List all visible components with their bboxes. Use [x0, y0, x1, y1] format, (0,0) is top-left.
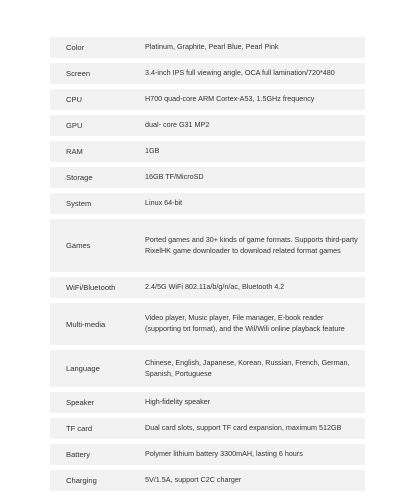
- spec-label: Screen: [66, 69, 91, 78]
- spec-label: Speaker: [66, 398, 95, 407]
- spec-label: GPU: [66, 121, 83, 130]
- spec-row-screen: [50, 63, 365, 84]
- spec-row-ram: [50, 141, 365, 162]
- spec-row-system: [50, 193, 365, 214]
- spec-row-multi-media: [50, 303, 365, 345]
- spec-row-speaker: [50, 392, 365, 413]
- spec-value: 3.4-inch IPS full viewing angle, OCA full lamination/720*480: [145, 68, 335, 78]
- spec-value: 2.4/5G WiFi 802.11a/b/g/n/ac, Bluetooth 4.2: [145, 282, 285, 292]
- spec-value: Dual card slots, support TF card expansion, maximum 512GB: [145, 423, 342, 433]
- spec-row-wifi-bluetooth: [50, 277, 365, 298]
- spec-row-gpu: [50, 115, 365, 136]
- spec-value: 5V/1.5A, support C2C charger: [145, 475, 242, 485]
- spec-row-charging: [50, 470, 365, 491]
- spec-row-tf-card: [50, 418, 365, 439]
- spec-value: Polymer lithium battery 3300mAH, lasting 6 hours: [145, 449, 303, 459]
- spec-label: Charging: [66, 476, 97, 485]
- spec-label: Battery: [66, 450, 91, 459]
- spec-label: Storage: [66, 173, 93, 182]
- spec-value: 1GB: [145, 146, 160, 156]
- spec-value: 16GB TF/MicroSD: [145, 172, 204, 182]
- spec-row-battery: [50, 444, 365, 465]
- spec-value: H700 quad-core ARM Cortex-A53, 1.5GHz frequency: [145, 94, 315, 104]
- spec-label: Multi-media: [66, 319, 106, 329]
- spec-table: [50, 37, 365, 496]
- spec-label: CPU: [66, 95, 83, 104]
- spec-label: Language: [66, 364, 100, 373]
- spec-label: Games: [66, 241, 91, 250]
- spec-label: Color: [66, 43, 85, 52]
- spec-label: System: [66, 199, 92, 208]
- spec-value: dual- core G31 MP2: [145, 120, 210, 130]
- spec-value: Linux 64-bit: [145, 198, 183, 208]
- spec-value: Ported games and 30+ kinds of game formats. Supports third-party RixelHK game downloader to download related format games: [145, 234, 358, 255]
- spec-value: Video player, Music player, File manager, E-book reader (supporting txt format), and the Wil/Wili online playback feature: [145, 313, 345, 333]
- spec-row-games: [50, 219, 365, 272]
- spec-value: High-fidelity speaker: [145, 397, 211, 407]
- spec-label: WiFi/Bluetooth: [66, 283, 116, 292]
- spec-row-storage: [50, 167, 365, 188]
- spec-value: Chinese, English, Japanese, Korean, Russian, French, German, Spanish, Portuguese: [145, 357, 350, 378]
- spec-label: RAM: [66, 147, 83, 156]
- spec-row-language: [50, 350, 365, 387]
- spec-label: TF card: [66, 424, 93, 433]
- spec-value: Platinum, Graphite, Pearl Blue, Pearl Pink: [145, 42, 279, 52]
- spec-row-color: [50, 37, 365, 58]
- spec-row-cpu: [50, 89, 365, 110]
